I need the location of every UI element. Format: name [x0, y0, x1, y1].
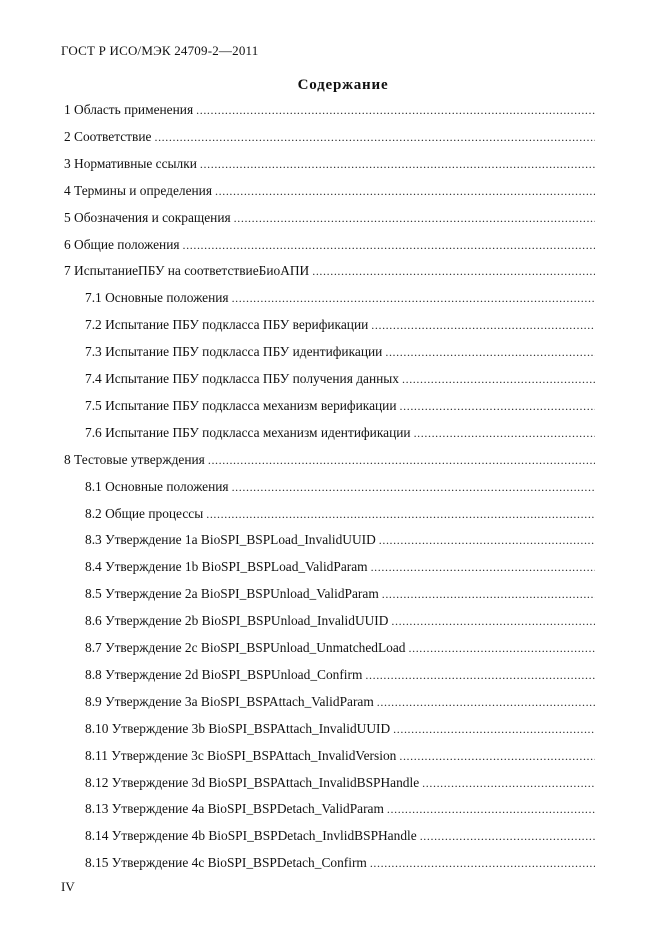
- toc-entry-text: 8.13 Утверждение 4a BioSPI_BSPDetach_ValidParam: [85, 801, 387, 817]
- toc-entry: [85, 532, 595, 550]
- toc-entry-text: 7.3 Испытание ПБУ подкласса ПБУ идентификации: [85, 344, 385, 360]
- toc-entry-text: 8.8 Утверждение 2d BioSPI_BSPUnload_Confirm: [85, 667, 365, 683]
- toc-dot-leader: [208, 453, 595, 468]
- page-title: Содержание: [297, 77, 389, 93]
- toc-entry-text: 7.2 Испытание ПБУ подкласса ПБУ верификации: [85, 317, 371, 333]
- toc-entry: [85, 748, 595, 766]
- toc-entry-text: 8.14 Утверждение 4b BioSPI_BSPDetach_InvlidBSPHandle: [85, 828, 420, 844]
- toc-entry: [85, 855, 595, 873]
- toc-entry: [64, 237, 595, 255]
- page-header: ГОСТ Р ИСО/МЭК 24709-2—2011: [61, 43, 259, 58]
- toc-entry-text: 7.4 Испытание ПБУ подкласса ПБУ получения данных: [85, 371, 402, 387]
- toc-dot-leader: [200, 157, 595, 172]
- toc-dot-leader: [232, 291, 595, 306]
- toc-entry: [85, 398, 595, 416]
- toc-dot-leader: [399, 749, 595, 764]
- toc-entry: [85, 479, 595, 497]
- toc-entry-text: 1 Область применения: [64, 102, 196, 118]
- toc-dot-leader: [370, 856, 595, 871]
- toc-entry: [85, 801, 595, 819]
- toc-entry: [64, 156, 595, 174]
- toc-dot-leader: [234, 211, 595, 226]
- toc-entry-text: 5 Обозначения и сокращения: [64, 210, 234, 226]
- toc-entry-text: 7 ИспытаниеПБУ на соответствиеБиоАПИ: [64, 263, 312, 279]
- toc-entry-text: 8.1 Основные положения: [85, 479, 232, 495]
- toc-dot-leader: [382, 587, 595, 602]
- toc-dot-leader: [400, 399, 595, 414]
- toc-dot-leader: [379, 533, 595, 548]
- toc-entry: [85, 828, 595, 846]
- toc-entry: [85, 290, 595, 308]
- toc-entry-text: 7.6 Испытание ПБУ подкласса механизм идентификации: [85, 425, 414, 441]
- toc-entry-text: 8.4 Утверждение 1b BioSPI_BSPLoad_ValidParam: [85, 559, 371, 575]
- toc-entry-text: 4 Термины и определения: [64, 183, 215, 199]
- toc-dot-leader: [312, 264, 595, 279]
- toc-entry-text: 8.11 Утверждение 3c BioSPI_BSPAttach_InvalidVersion: [85, 748, 399, 764]
- toc-entry: [85, 317, 595, 335]
- toc-dot-leader: [183, 238, 595, 253]
- toc-dot-leader: [391, 614, 595, 629]
- toc-entry-text: 8.5 Утверждение 2a BioSPI_BSPUnload_ValidParam: [85, 586, 382, 602]
- toc-dot-leader: [196, 103, 595, 118]
- toc-dot-leader: [393, 722, 595, 737]
- toc-dot-leader: [232, 480, 595, 495]
- toc-entry-text: 8.10 Утверждение 3b BioSPI_BSPAttach_InvalidUUID: [85, 721, 393, 737]
- toc-entry-text: 7.5 Испытание ПБУ подкласса механизм верификации: [85, 398, 400, 414]
- toc-entry: [85, 640, 595, 658]
- toc-entry-text: 8 Тестовые утверждения: [64, 452, 208, 468]
- toc-entry: [85, 344, 595, 362]
- toc-entry: [85, 506, 595, 524]
- toc-entry: [64, 452, 595, 470]
- toc-dot-leader: [206, 507, 595, 522]
- page-number: IV: [61, 879, 75, 894]
- toc-entry: [64, 263, 595, 281]
- toc-dot-leader: [387, 802, 595, 817]
- toc-dot-leader: [385, 345, 595, 360]
- toc-entry-text: 8.9 Утверждение 3a BioSPI_BSPAttach_ValidParam: [85, 694, 377, 710]
- toc-entry-text: 6 Общие положения: [64, 237, 183, 253]
- toc-dot-leader: [377, 695, 595, 710]
- toc-entry: [64, 129, 595, 147]
- toc-entry: [85, 721, 595, 739]
- toc-entry: [85, 559, 595, 577]
- toc-entry-text: 8.7 Утверждение 2c BioSPI_BSPUnload_UnmatchedLoad: [85, 640, 409, 656]
- toc-dot-leader: [402, 372, 595, 387]
- toc-entry: [64, 102, 595, 120]
- toc-entry-text: 8.2 Общие процессы: [85, 506, 206, 522]
- toc-entry-text: 8.3 Утверждение 1a BioSPI_BSPLoad_InvalidUUID: [85, 532, 379, 548]
- toc-entry-text: 2 Соответствие: [64, 129, 154, 145]
- toc-dot-leader: [154, 130, 595, 145]
- toc-dot-leader: [414, 426, 595, 441]
- toc-dot-leader: [409, 641, 596, 656]
- toc-dot-leader: [371, 560, 595, 575]
- toc-entry-text: 8.12 Утверждение 3d BioSPI_BSPAttach_InvalidBSPHandle: [85, 775, 422, 791]
- toc-entry-text: 8.15 Утверждение 4c BioSPI_BSPDetach_Confirm: [85, 855, 370, 871]
- toc-dot-leader: [215, 184, 595, 199]
- toc-entry-text: 7.1 Основные положения: [85, 290, 232, 306]
- toc-dot-leader: [365, 668, 595, 683]
- toc-entry: [85, 371, 595, 389]
- toc-dot-leader: [422, 776, 595, 791]
- toc-entry-text: 8.6 Утверждение 2b BioSPI_BSPUnload_InvalidUUID: [85, 613, 391, 629]
- toc-entry: [64, 183, 595, 201]
- toc-entry: [85, 613, 595, 631]
- toc-entry: [85, 694, 595, 712]
- toc-dot-leader: [420, 829, 595, 844]
- toc-entry-text: 3 Нормативные ссылки: [64, 156, 200, 172]
- toc-dot-leader: [371, 318, 595, 333]
- toc-entry: [85, 425, 595, 443]
- toc-entry: [85, 775, 595, 793]
- toc-entry: [85, 586, 595, 604]
- toc-entry: [64, 210, 595, 228]
- toc-entry: [85, 667, 595, 685]
